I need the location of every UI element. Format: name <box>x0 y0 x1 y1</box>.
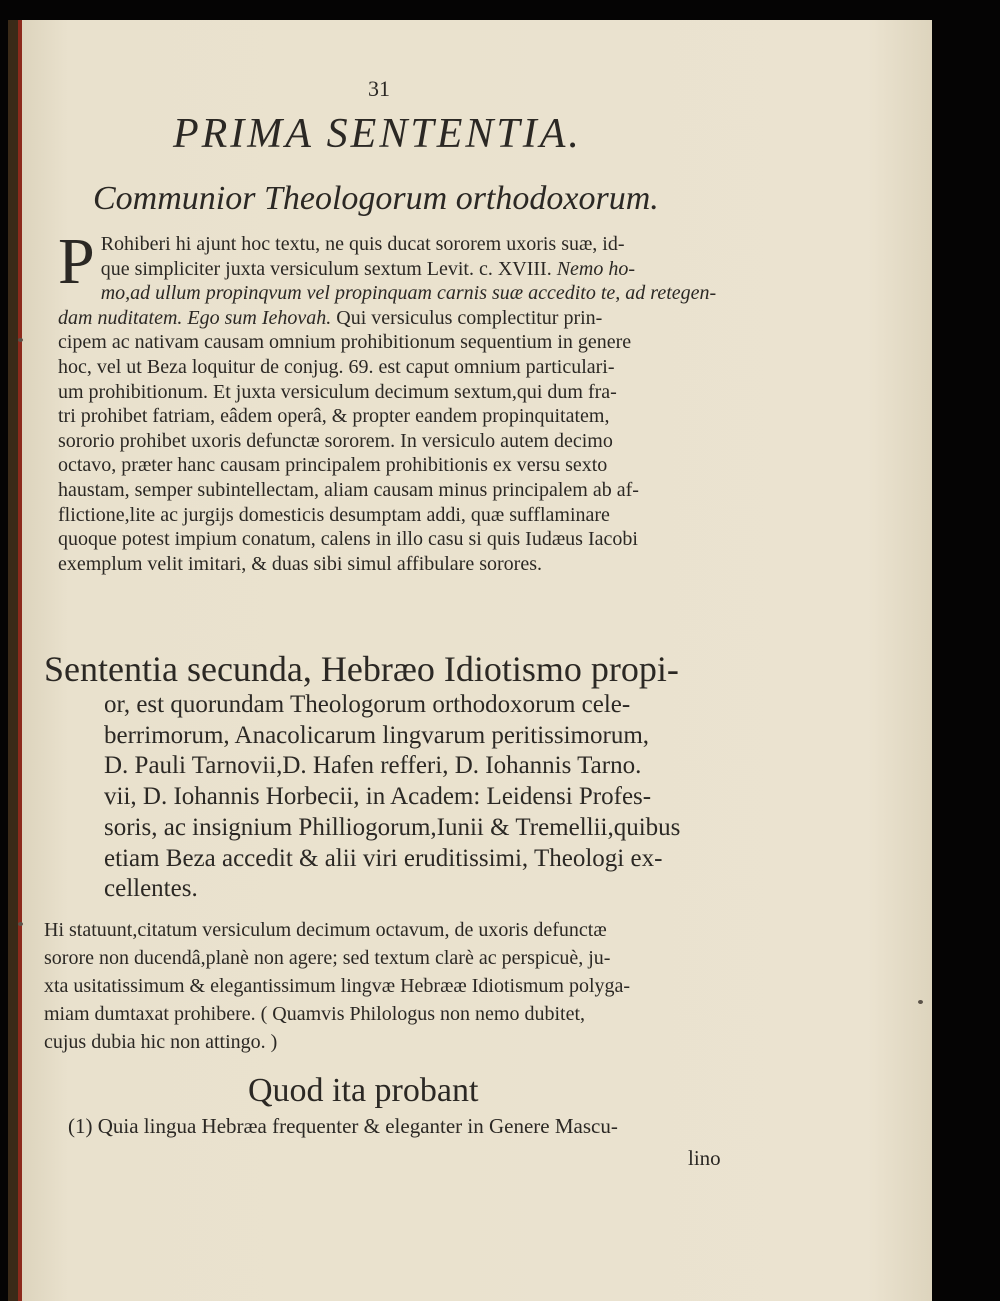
text-line: cujus dubia hic non attingo. ) <box>44 1031 278 1053</box>
text-line: xta usitatissimum & elegantissimum lingvæ Hebrææ Idiotismum polyga- <box>44 975 631 997</box>
book-page <box>8 20 932 1301</box>
binding-red-edge <box>18 20 22 1301</box>
text-line: flictione,lite ac jurgijs domesticis desumptam addi, quæ sufflaminare <box>58 503 610 526</box>
text-span: Qui versiculus complectitur prin- <box>336 306 603 329</box>
text-line: octavo, præter hanc causam principalem prohibitionis ex versu sexto <box>58 454 608 477</box>
text-line: or, est quorundam Theologorum orthodoxorum cele- <box>104 691 631 718</box>
margin-speck <box>18 338 23 342</box>
text-line: sorore non ducendâ,planè non agere; sed textum clarè ac perspicuè, ju- <box>44 947 611 969</box>
text-span: que simpliciter juxta versiculum sextum Levit. c. XVIII. <box>100 257 552 280</box>
text-line <box>58 306 748 331</box>
text-line: exemplum velit imitari, & duas sibi simul affibulare sorores. <box>58 552 542 575</box>
text-line: cipem ac nativam causam omnium prohibitionum sequentium in genere <box>58 331 632 354</box>
text-line: sororio prohibet uxoris defunctæ sororem. In versiculo autem decimo <box>58 429 613 452</box>
page-title: PRIMA SENTENTIA. <box>173 111 582 157</box>
text-line: um prohibitionum. Et juxta versiculum decimum sextum,qui dum fra- <box>58 380 617 403</box>
numbered-item: (1) Quia lingua Hebræa frequenter & eleganter in Genere Mascu- <box>68 1114 618 1138</box>
text-line: quoque potest impium conatum, calens in illo casu si quis Iudæus Iacobi <box>58 528 638 551</box>
text-line: etiam Beza accedit & alii viri eruditissimi, Theologi ex- <box>104 844 663 872</box>
catchword: lino <box>688 1146 721 1170</box>
drop-cap: P <box>58 225 95 298</box>
text-line: miam dumtaxat prohibere. ( Quamvis Philologus non nemo dubitet, <box>44 1003 586 1025</box>
text-line: Hi statuunt,citatum versiculum decimum octavum, de uxoris defunctæ <box>44 919 607 941</box>
text-line: soris, ac insignium Philliogorum,Iunii & Tremellii,quibus <box>104 813 681 841</box>
page-subtitle: Communior Theologorum orthodoxorum. <box>93 180 659 217</box>
margin-speck <box>18 922 23 926</box>
second-opinion-block <box>104 690 680 905</box>
second-opinion-heading: Sententia secunda, Hebræo Idiotismo propi- <box>44 649 679 689</box>
text-line-italic: mo,ad ullum propinqvum vel propinquam carnis suæ accedito te, ad retegen- <box>100 282 717 305</box>
text-line: hoc, vel ut Beza loquitur de conjug. 69. est caput omnium particulari- <box>58 355 615 378</box>
text-line: berrimorum, Anacolicarum lingvarum peritissimorum, <box>104 721 650 749</box>
text-line: Rohiberi hi ajunt hoc textu, ne quis ducat sororem uxoris suæ, id- <box>100 233 625 255</box>
page-number: 31 <box>368 76 390 101</box>
text-line: tri prohibet fatriam, eâdem operâ, & propter eandem propinquitatem, <box>58 405 610 428</box>
text-span-italic: Nemo ho- <box>556 257 636 280</box>
text-line: vii, D. Iohannis Horbecii, in Academ: Leidensi Profes- <box>104 783 652 811</box>
text-span-italic: dam nuditatem. Ego sum Iehovah. <box>58 306 332 329</box>
paragraph-statuunt <box>44 916 630 1056</box>
text-line <box>58 257 748 282</box>
probant-heading: Quod ita probant <box>248 1072 479 1109</box>
binding-edge <box>8 20 18 1301</box>
paragraph-first-opinion <box>58 225 748 576</box>
margin-speck <box>918 1000 923 1004</box>
text-line: D. Pauli Tarnovii,D. Hafen refferi, D. Iohannis Tarno. <box>104 752 642 780</box>
text-line: cellentes. <box>104 875 198 903</box>
text-line: haustam, semper subintellectam, aliam causam minus principalem ab af- <box>58 478 639 501</box>
